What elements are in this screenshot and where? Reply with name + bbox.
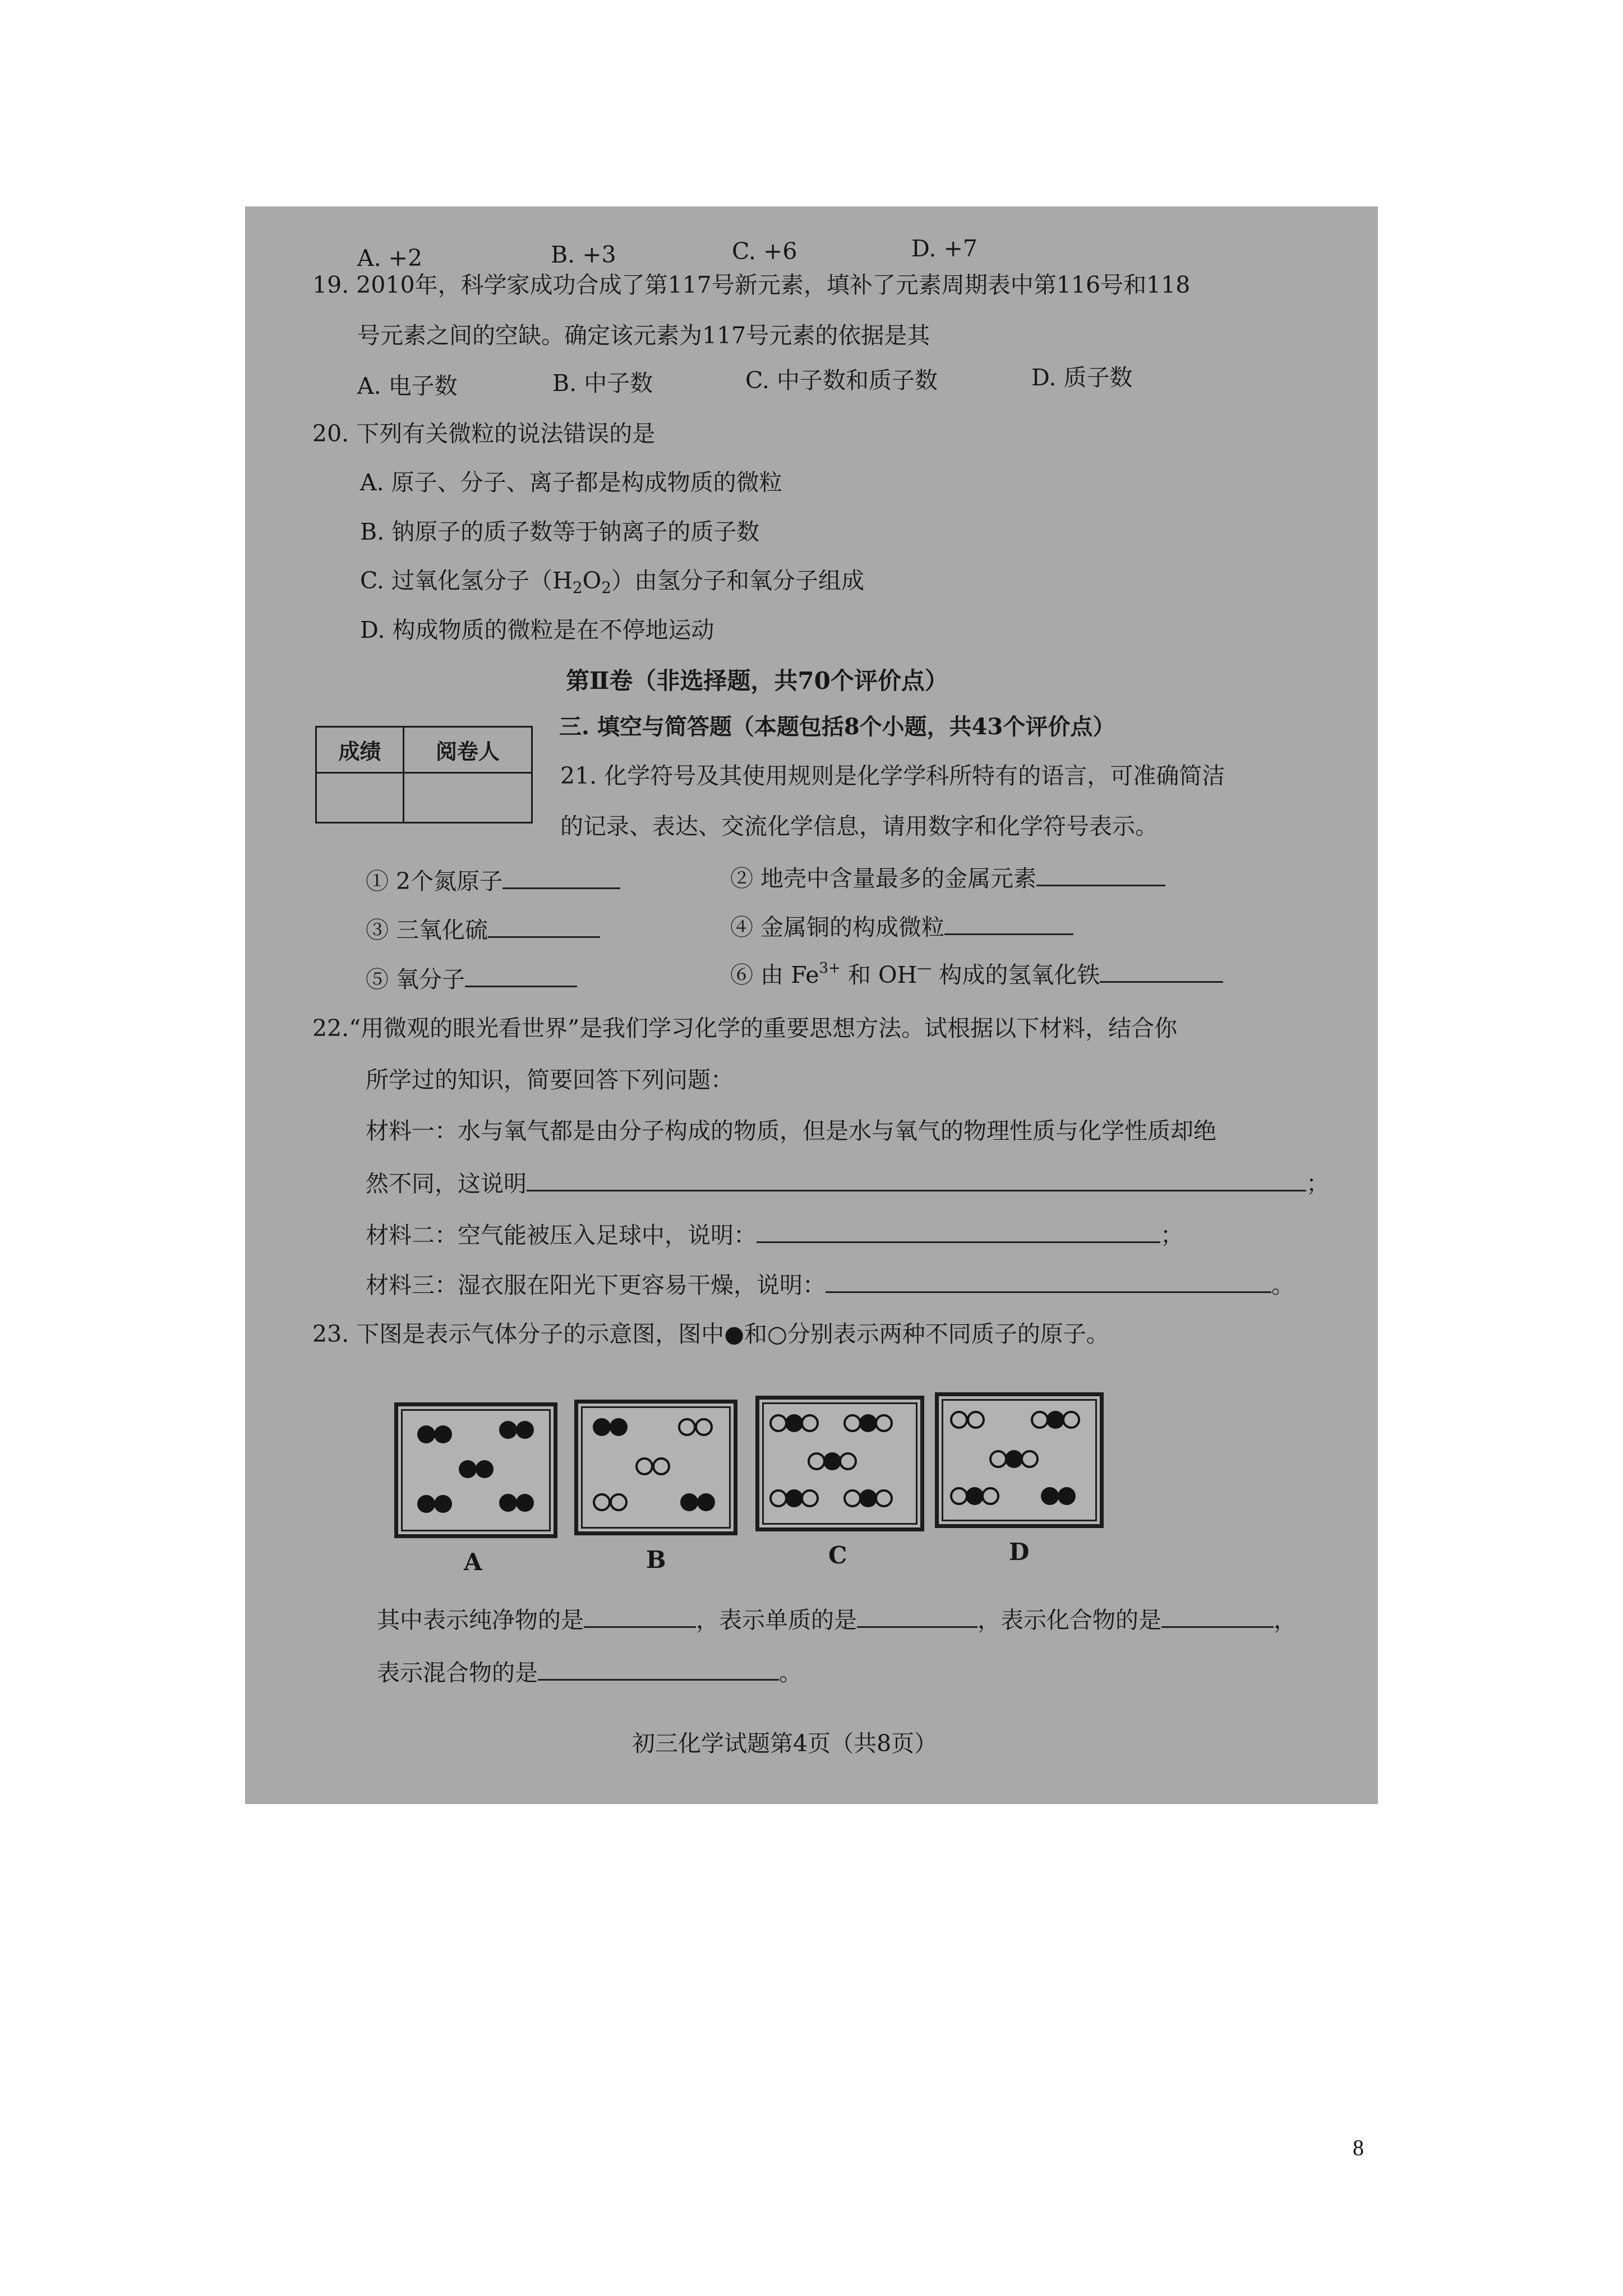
black-atom [476,1460,494,1478]
white-atom [801,1489,819,1507]
white-atom [839,1452,857,1470]
white-atom [678,1418,696,1436]
q21-item-1-label: ① 2个氮原子 [366,868,503,895]
black-atom [434,1495,452,1513]
q21-item-4 [730,916,1073,939]
page-footer: 初三化学试题第4页（共8页） [632,1730,938,1757]
answer-blank[interactable] [465,985,577,987]
punctuation: 。 [1271,1272,1294,1299]
q23-answer-line2 [377,1659,802,1686]
grade-table-score-header: 成绩 [316,727,404,773]
q21-item-4-label: ④ 金属铜的构成微粒 [730,914,945,941]
diagram-label-c: C [828,1542,847,1569]
q21-item-3-label: ③ 三氧化硫 [366,917,488,944]
q21-item-2 [730,867,1165,890]
black-atom [499,1494,517,1512]
black-atom [417,1495,435,1513]
white-atom [652,1457,670,1475]
black-atom [680,1493,698,1511]
q21-item-5-label: ⑤ 氧分子 [366,966,465,993]
q19-stem-line1: 19. 2010年，科学家成功合成了第117号新元素，填补了元素周期表中第116号和118 [312,272,1191,298]
answer-blank[interactable] [1161,1626,1274,1628]
punctuation: ； [1306,1170,1329,1197]
q20-option-d: D. 构成物质的微粒是在不停地运动 [360,616,714,643]
q20-option-c [360,567,865,597]
black-atom [1041,1487,1059,1505]
q23-mixture-label: 表示混合物的是 [377,1659,538,1686]
q21-item-1 [366,870,620,893]
q22-material1-line1: 材料一：水与氧气都是由分子构成的物质，但是水与氧气的物理性质与化学性质却绝 [366,1117,1216,1144]
q19-stem-line2: 号元素之间的空缺。确定该元素为117号元素的依据是其 [357,322,930,349]
q23-stem: 23. 下图是表示气体分子的示意图，图中●和○分别表示两种不同质子的原子。 [312,1320,1109,1347]
grade-table-score-cell [316,773,404,823]
q18-option-a: A. +2 [357,245,423,272]
answer-blank[interactable] [527,1189,1306,1191]
diagram-label-a: A [464,1548,482,1576]
answer-blank[interactable] [1100,981,1223,983]
q21-item-6 [730,960,1223,988]
q20-stem: 20. 下列有关微粒的说法错误的是 [312,420,656,447]
q21-stem-line1: 21. 化学符号及其使用规则是化学学科所特有的语言，可准确简洁 [560,762,1225,789]
answer-blank[interactable] [584,1626,696,1628]
q21-stem-line2: 的记录、表达、交流化学信息，请用数字和化学符号表示。 [560,813,1158,840]
section3-title: 三. 填空与简答题（本题包括8个小题，共43个评价点） [559,714,1115,740]
white-atom [875,1489,893,1507]
grade-table-grader-header: 阅卷人 [403,727,532,773]
diagram-label-d: D [1009,1538,1030,1566]
white-atom [967,1411,985,1429]
q20-option-c-pre: C. 过氧化氢分子（H [360,567,573,594]
q22-material1-line2 [366,1172,1329,1195]
q19-option-b: B. 中子数 [552,370,653,397]
q22-material1-label: 然不同，这说明 [366,1170,527,1197]
punctuation: ； [1160,1222,1183,1249]
molecule-diagram-b [574,1400,737,1535]
q22-stem-line1: 22.“用微观的眼光看世界”是我们学习化学的重要思想方法。试根据以下材料，结合你 [312,1015,1178,1042]
q21-item-6-pre: ⑥ 由 Fe [730,961,819,988]
q18-option-b: B. +3 [551,241,616,268]
answer-blank[interactable] [757,1241,1160,1243]
q20-option-c-mid: O [582,567,602,594]
grade-table [315,726,533,823]
answer-blank[interactable] [944,933,1073,935]
diagram-label-b: B [646,1546,666,1573]
q18-option-c: C. +6 [732,238,797,265]
q19-option-d: D. 质子数 [1031,364,1133,391]
q19-option-a: A. 电子数 [357,372,458,399]
q20-option-b: B. 钠原子的质子数等于钠离子的质子数 [360,518,760,545]
q18-option-d: D. +7 [911,235,978,262]
q22-stem-line2: 所学过的知识，简要回答下列问题： [366,1066,734,1093]
q22-material2-label: 材料二：空气能被压入足球中，说明： [366,1222,757,1249]
white-atom [695,1418,713,1436]
q22-material3 [366,1274,1294,1297]
q19-option-c: C. 中子数和质子数 [745,367,938,394]
white-atom [981,1487,999,1505]
white-atom [801,1414,819,1432]
q23-element-label: ，表示单质的是 [696,1607,857,1634]
answer-blank[interactable] [488,936,600,938]
white-atom [950,1411,968,1429]
answer-blank[interactable] [826,1291,1271,1293]
superscript: 3+ [819,960,841,977]
grade-table-grader-cell [403,773,532,823]
q21-item-6-mid: 和 OH [840,961,917,988]
q21-item-5 [366,968,577,991]
black-atom [593,1418,611,1436]
black-atom [697,1493,715,1511]
white-atom [635,1457,653,1475]
black-atom [459,1460,477,1478]
q23-pure-label: 其中表示纯净物的是 [377,1607,584,1634]
scanned-exam-page [245,206,1378,1804]
q20-option-a: A. 原子、分子、离子都是构成物质的微粒 [360,469,782,496]
white-atom [875,1414,893,1432]
white-atom [593,1493,611,1511]
black-atom [516,1494,534,1512]
page-number: 8 [1353,2135,1364,2160]
black-atom [1058,1487,1076,1505]
q21-item-2-label: ② 地壳中含量最多的金属元素 [730,865,1037,892]
black-atom [417,1425,435,1443]
q20-option-c-post: ）由氢分子和氧分子组成 [611,567,865,594]
black-atom [516,1421,534,1439]
molecule-diagram-a [394,1402,557,1538]
black-atom [610,1418,628,1436]
part2-title: 第Ⅱ卷（非选择题，共70个评价点） [566,667,948,694]
subscript: 2 [572,578,583,597]
q21-item-6-post: 构成的氢氧化铁 [932,961,1100,988]
black-atom [434,1425,452,1443]
molecule-diagram-c [755,1396,924,1531]
punctuation: ， [1274,1607,1297,1634]
q21-item-3 [366,919,600,942]
white-atom [610,1493,628,1511]
white-atom [1021,1450,1039,1468]
black-atom [499,1421,517,1439]
answer-blank[interactable] [502,887,620,889]
white-atom [1062,1411,1080,1429]
molecule-diagram-d [935,1392,1104,1528]
subscript: 2 [601,578,612,597]
punctuation: 。 [779,1659,802,1686]
q22-material3-label: 材料三：湿衣服在阳光下更容易干燥，说明： [366,1272,826,1299]
answer-blank[interactable] [538,1678,779,1681]
answer-blank[interactable] [1036,884,1165,886]
q23-compound-label: ，表示化合物的是 [978,1607,1161,1634]
q23-answer-line1 [377,1609,1297,1632]
answer-blank[interactable] [857,1626,978,1628]
q22-material2 [366,1224,1183,1247]
superscript: — [917,960,932,977]
